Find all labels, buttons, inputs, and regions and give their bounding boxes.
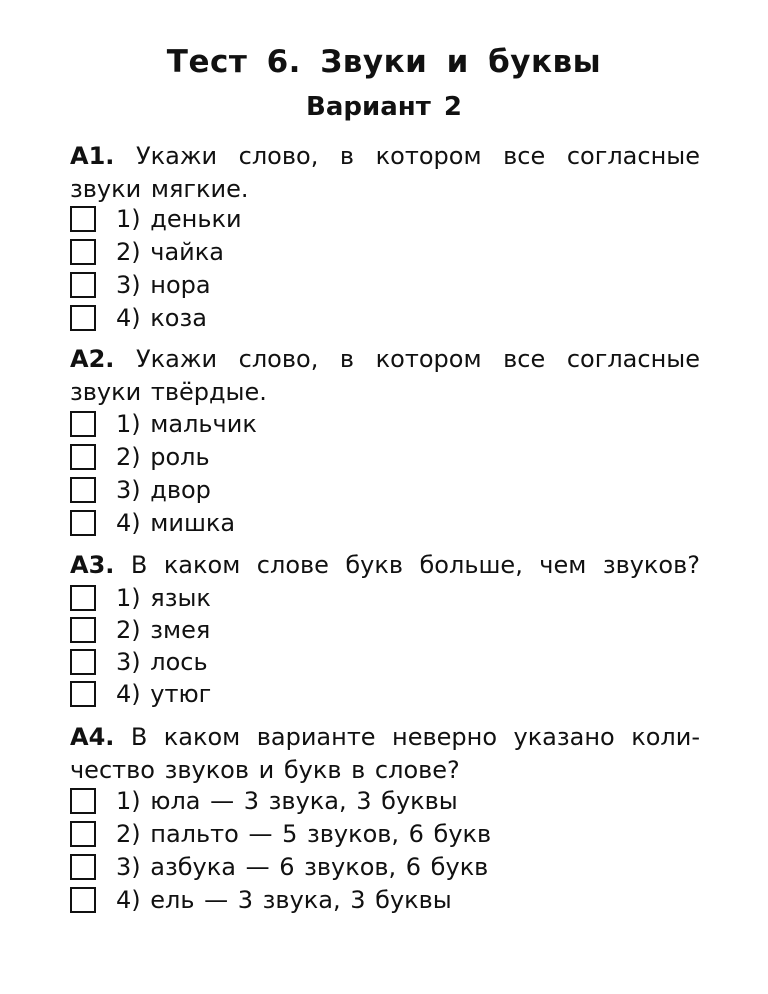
- option-text: 4) мишка: [116, 509, 236, 537]
- answer-checkbox[interactable]: [70, 305, 96, 331]
- answer-checkbox[interactable]: [70, 821, 96, 847]
- option-text: 2) пальто — 5 звуков, 6 букв: [116, 820, 492, 848]
- answer-checkbox[interactable]: [70, 681, 96, 707]
- question-number: А4.: [70, 723, 115, 751]
- option-text: 2) змея: [116, 616, 211, 644]
- option-text: 3) нора: [116, 271, 211, 299]
- answer-checkbox[interactable]: [70, 585, 96, 611]
- variant-title: Вариант 2: [306, 92, 462, 122]
- answer-checkbox[interactable]: [70, 272, 96, 298]
- option-text: 2) роль: [116, 443, 210, 471]
- question-text: Укажи слово, в котором все согласные звуки мягкие.: [70, 142, 700, 203]
- option-text: 2) чайка: [116, 238, 224, 266]
- answer-checkbox[interactable]: [70, 854, 96, 880]
- option-text: 3) двор: [116, 476, 211, 504]
- answer-checkbox[interactable]: [70, 239, 96, 265]
- option-text: 3) лось: [116, 648, 208, 676]
- answer-checkbox[interactable]: [70, 477, 96, 503]
- option-text: 1) деньки: [116, 205, 242, 233]
- question-a4: [70, 721, 700, 787]
- answer-checkbox[interactable]: [70, 411, 96, 437]
- option-text: 1) юла — 3 звука, 3 буквы: [116, 787, 458, 815]
- question-a2: [70, 343, 700, 409]
- answer-checkbox[interactable]: [70, 649, 96, 675]
- option-text: 4) ель — 3 звука, 3 буквы: [116, 886, 452, 914]
- question-a3: [70, 549, 700, 582]
- answer-checkbox[interactable]: [70, 510, 96, 536]
- option-text: 1) язык: [116, 584, 211, 612]
- option-text: 4) утюг: [116, 680, 212, 708]
- answer-checkbox[interactable]: [70, 887, 96, 913]
- option-text: 1) мальчик: [116, 410, 257, 438]
- answer-checkbox[interactable]: [70, 788, 96, 814]
- option-text: 3) азбука — 6 звуков, 6 букв: [116, 853, 489, 881]
- question-text: В каком слове букв больше, чем звуков?: [130, 551, 700, 579]
- question-a1: [70, 140, 700, 206]
- option-text: 4) коза: [116, 304, 207, 332]
- page-title: Тест 6. Звуки и буквы: [166, 44, 602, 80]
- answer-checkbox[interactable]: [70, 617, 96, 643]
- question-number: А1.: [70, 142, 115, 170]
- answer-checkbox[interactable]: [70, 206, 96, 232]
- question-text: Укажи слово, в котором все согласные звуки твёрдые.: [70, 345, 700, 406]
- question-text: В каком варианте неверно указано коли-чество звуков и букв в слове?: [70, 723, 700, 784]
- question-number: А2.: [70, 345, 115, 373]
- question-number: А3.: [70, 551, 115, 579]
- answer-checkbox[interactable]: [70, 444, 96, 470]
